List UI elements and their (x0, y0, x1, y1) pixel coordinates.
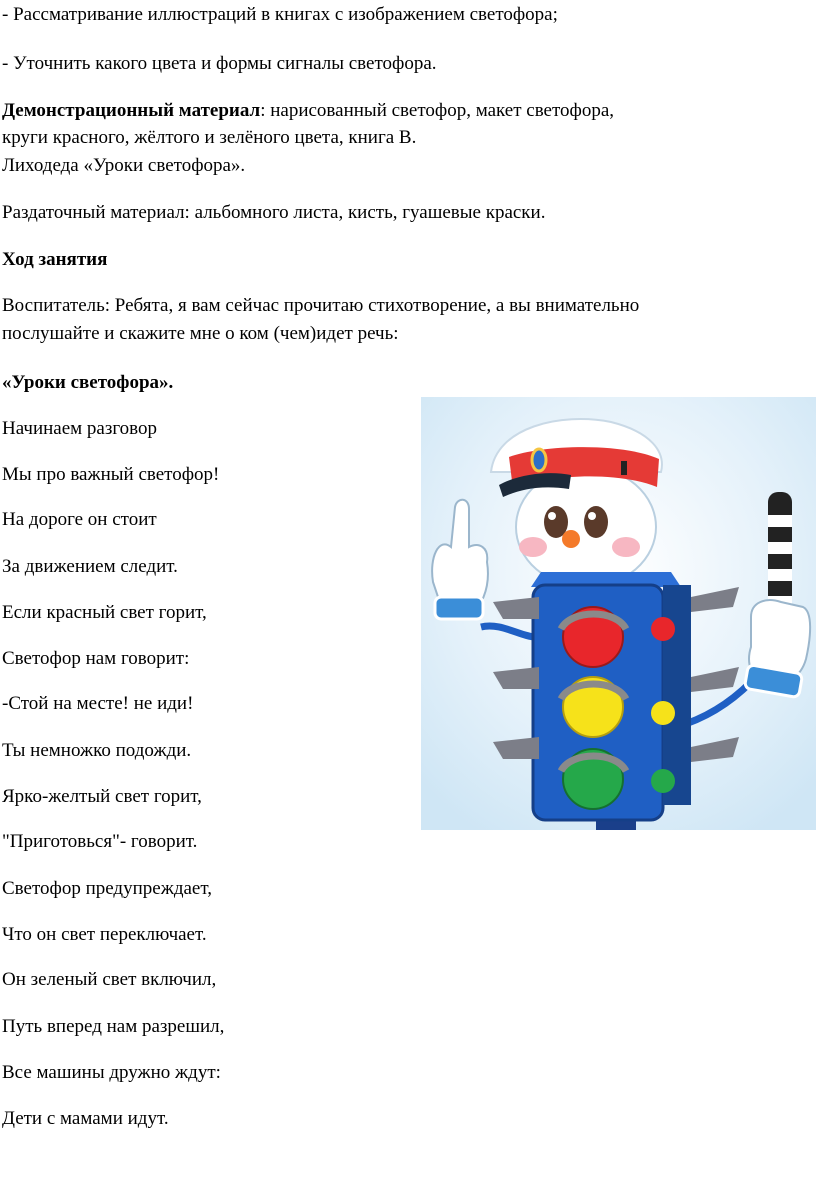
teacher-line-1: Воспитатель: Ребята, я вам сейчас прочитаю стихотворение, а вы внимательно (2, 295, 640, 316)
poem-line: Ты немножко подожди. (2, 740, 192, 761)
poem-line: Светофор предупреждает, (2, 878, 212, 899)
poem-title: «Уроки светофора». (2, 372, 174, 393)
poem-line: Он зеленый свет включил, (2, 969, 217, 990)
poem-line: Все машины дружно ждут: (2, 1062, 221, 1083)
demo-material-line-2: круги красного, жёлтого и зелёного цвета, книга В. (2, 127, 417, 148)
handout-material: Раздаточный материал: альбомного листа, кисть, гуашевые краски. (2, 202, 546, 223)
poem-line: Что он свет переключает. (2, 924, 207, 945)
poem-line: Дети с мамами идут. (2, 1108, 169, 1129)
poem-line: Путь вперед нам разрешил, (2, 1016, 225, 1037)
demo-material-text: : нарисованный светофор, макет светофора, (260, 100, 615, 121)
demo-material-label: Демонстрационный материал (2, 100, 261, 121)
poem-line: За движением следит. (2, 556, 178, 577)
poem-line: На дороге он стоит (2, 509, 157, 530)
lesson-heading: Ход занятия (2, 249, 108, 270)
demo-material-line-3: Лиходеда «Уроки светофора». (2, 155, 246, 176)
poem-line: Начинаем разговор (2, 418, 158, 439)
right-glove (744, 600, 810, 698)
poem-line: Если красный свет горит, (2, 602, 207, 623)
poem-line: Мы про важный светофор! (2, 464, 220, 485)
intro-item-2: - Уточнить какого цвета и формы сигналы светофора. (2, 53, 437, 74)
poem-line: -Стой на месте! не иди! (2, 693, 194, 714)
poem-line: "Приготовься"- говорит. (2, 831, 198, 852)
teacher-line-2: послушайте и скажите мне о ком (чем)идет речь: (2, 323, 399, 344)
demo-material-line-1 (2, 99, 614, 123)
intro-item-1: - Рассматривание иллюстраций в книгах с изображением светофора; (2, 4, 558, 25)
traffic-light-character-illustration (421, 397, 816, 830)
poem-line: Светофор нам говорит: (2, 648, 190, 669)
poem-line: Ярко-желтый свет горит, (2, 786, 202, 807)
